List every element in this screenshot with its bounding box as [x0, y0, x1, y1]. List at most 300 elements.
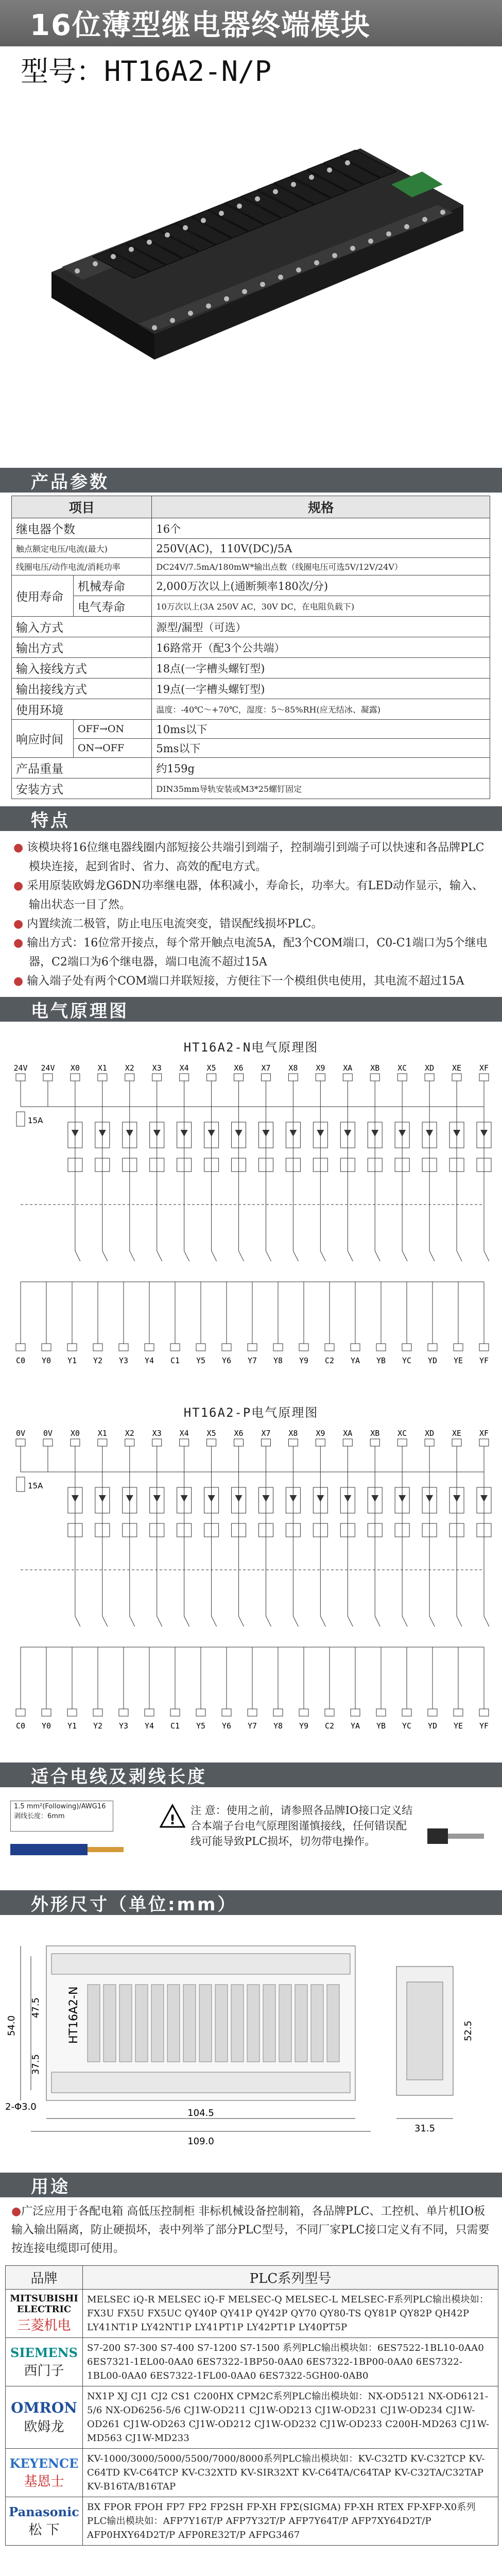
svg-text:!: ! — [169, 1812, 176, 1828]
param-item: 输入接线方式 — [12, 658, 152, 679]
diode-symbol — [426, 1495, 433, 1502]
terminal-label: Y6 — [221, 1356, 232, 1365]
plc-series: BX FPOR FPOH FP7 FP2 FP2SH FP-XH FPΣ(SIGMA) FP-XH RTEX FP-XFP-X0系列PLC输出模块如：AFP7Y16T/P AFP7Y32T/P AFP7Y64T/P AFP7XY64D2T/P AFP0HXY64D2T/P AFP0RE32T/P AFPG3467 — [83, 2497, 498, 2546]
param-spec: 16路常开（配3个公共端） — [152, 637, 490, 658]
title-banner — [0, 0, 502, 46]
terminal-label: C0 — [15, 1721, 26, 1731]
diode-symbol — [208, 1495, 215, 1502]
terminal-label: YF — [479, 1356, 489, 1365]
relay-contact — [348, 1616, 353, 1626]
section-dims: 外形尺寸（单位:mm） — [0, 1890, 502, 1915]
relay-outline — [215, 1985, 228, 2062]
terminal-label: Y3 — [118, 1721, 129, 1731]
terminal — [93, 1344, 102, 1351]
diode-symbol — [426, 1130, 433, 1137]
relay-contact — [402, 1616, 407, 1626]
terminal — [234, 1074, 244, 1081]
table-row — [12, 720, 490, 739]
param-item: 线圈电压/动作电流/消耗功率 — [12, 558, 152, 575]
terminal — [196, 1709, 205, 1716]
feature-item: ● 采用原装欧姆龙G6DN功率继电器，体积减小，寿命长，功率大。有LED动作显示，输入、输出状态一目了然。 — [13, 879, 483, 911]
param-item: 输入方式 — [12, 617, 152, 637]
param-item: 使用环境 — [12, 699, 152, 720]
brand-mitsubishi: MITSUBISHI ELECTRIC 三菱机电 — [6, 2290, 83, 2338]
terminal — [351, 1344, 360, 1351]
diode-symbol — [262, 1130, 269, 1137]
terminal-label: Y2 — [93, 1356, 103, 1365]
terminal — [454, 1709, 463, 1716]
wire-icon — [10, 1837, 129, 1862]
terminal-label: XE — [452, 1429, 462, 1438]
relay-contact — [102, 1616, 108, 1626]
terminal-label: C2 — [324, 1356, 335, 1365]
dimension-drawing — [0, 1915, 502, 2173]
terminal — [288, 1074, 298, 1081]
terminal-label: C1 — [170, 1721, 180, 1731]
terminal-label: XF — [479, 1063, 489, 1073]
plc-head-brand: 品牌 — [6, 2266, 83, 2290]
relay-outline — [88, 1985, 100, 2062]
terminal — [248, 1344, 257, 1351]
relay-contact — [239, 1616, 244, 1626]
relay-contact — [375, 1616, 380, 1626]
terminal-label: XD — [425, 1063, 435, 1073]
terminal-label: X4 — [179, 1063, 189, 1073]
diode-symbol — [99, 1130, 106, 1137]
terminal-label: YE — [453, 1356, 463, 1365]
terminal — [428, 1344, 437, 1351]
terminal — [43, 1439, 53, 1446]
relay-contact — [320, 1616, 325, 1626]
dimensions-section — [0, 1915, 502, 2173]
table-row — [12, 575, 490, 596]
relay-contact — [184, 1251, 189, 1261]
relay-outline — [199, 1985, 212, 2062]
table-row — [12, 596, 490, 617]
fuse-label: 15A — [28, 1481, 43, 1490]
terminal — [402, 1709, 411, 1716]
table-row — [6, 2497, 498, 2546]
relay-outline — [247, 1985, 259, 2062]
terminal — [479, 1439, 489, 1446]
diode-symbol — [480, 1130, 488, 1137]
terminal-label: YA — [350, 1721, 360, 1731]
diode-symbol — [453, 1495, 460, 1502]
terminal — [325, 1709, 334, 1716]
table-row — [12, 658, 490, 679]
terminal-label: X4 — [179, 1429, 189, 1438]
terminal-label: X2 — [125, 1063, 134, 1073]
terminal — [93, 1709, 102, 1716]
terminal — [119, 1709, 128, 1716]
terminal — [43, 1074, 53, 1081]
table-row — [6, 2338, 498, 2386]
terminal-label: X6 — [234, 1429, 244, 1438]
diode-symbol — [208, 1130, 215, 1137]
terminal-label: X0 — [70, 1429, 80, 1438]
board-label: HT16A2-N — [67, 1986, 80, 2044]
terminal — [299, 1344, 308, 1351]
diode-symbol — [399, 1130, 406, 1137]
terminal — [479, 1074, 489, 1081]
terminal-label: YD — [427, 1356, 438, 1365]
terminal-label: Y1 — [67, 1721, 77, 1731]
param-subitem: OFF→ON — [74, 720, 152, 739]
terminal — [343, 1074, 352, 1081]
terminal — [196, 1344, 205, 1351]
terminal-label: X9 — [316, 1429, 325, 1438]
terminal-label: Y1 — [67, 1356, 77, 1365]
feature-item: ● 该模块将16位继电器线圈内部短接公共端引到端子，控制端引到端子可以快速和各品牌PLC模块连接，起到省时、省力、高效的配电方式。 — [13, 841, 484, 873]
terminal — [261, 1074, 270, 1081]
relay-outline — [103, 1985, 116, 2062]
plc-series: S7-200 S7-300 S7-400 S7-1200 S7-1500 系列PLC输出模块如：6ES7522-1BL10-0AA0 6ES7321-1EL00-0AA0 6ES7322-1BP50-0AA0 6ES7322-1BP00-0AA0 6ES7322-1BL00-0AA0 6ES7322-1FL00-0AA0 6ES7322-5GH00-0AB0 — [83, 2338, 498, 2386]
schematic-n-diagram — [0, 1055, 502, 1385]
terminal — [119, 1344, 128, 1351]
relay-outline — [151, 1985, 164, 2062]
param-spec: 源型/漏型（可选） — [152, 617, 490, 637]
relay-contact — [266, 1251, 271, 1261]
terminal — [125, 1439, 134, 1446]
table-row — [12, 699, 490, 720]
terminal — [67, 1344, 77, 1351]
terminal — [71, 1074, 80, 1081]
param-spec: 约159g — [152, 758, 490, 778]
relay-outline — [135, 1985, 148, 2062]
param-item: 触点额定电压/电流(最大) — [12, 539, 152, 558]
plc-series: NX1P XJ CJ1 CJ2 CS1 C200HX CPM2C系列PLC输出模块如：NX-OD5121 NX-OD6121-5/6 NX-OD6256-5/6 CJ1W-OD211 CJ1W-OD213 CJ1W-OD231 CJ1W-OD234 CJ1W-OD261 CJ1W-OD263 CJ1W-OD212 CJ1W-OD232 CJ1W-OD233 C200H-MD263 CJ1W-MD563 CJ1W-MD233 — [83, 2386, 498, 2449]
diode-symbol — [371, 1130, 378, 1137]
schematic-n-title: HT16A2-N电气原理图 — [183, 1040, 319, 1055]
param-item: 使用寿命 — [12, 575, 74, 617]
param-spec: 18点(一字槽头螺钉型) — [152, 658, 490, 679]
terminal-label: C1 — [170, 1356, 180, 1365]
wire-spec: 1.5 mm²(Following)/AWG16 — [14, 1803, 106, 1810]
relay-contact — [348, 1251, 353, 1261]
terminal — [16, 1344, 25, 1351]
terminal — [425, 1439, 434, 1446]
param-spec: 19点(一字槽头螺钉型) — [152, 679, 490, 699]
wire-note: 注 意：使用之前，请参照各品牌IO接口定义结合本端子台电气原理图谨慎接线，任何错误配线可能导致PLC损坏，切勿带电操作。 — [191, 1804, 413, 1848]
feature-item: ● 输出方式：16位常开接点，每个常开触点电流5A，配3个COM端口，C0-C1端口为5个继电器，C2端口为6个继电器，端口电流不超过15A — [13, 937, 488, 969]
section-schematic: 电气原理图 — [0, 997, 502, 1022]
plc-series: MELSEC iQ-R MELSEC iQ-F MELSEC-Q MELSEC-L MELSEC-F系列PLC输出模块如：FX3U FX5U FX5UC QY40P QY41P QY42P QY70 QY80-TS QY81P QY82P QH42P LY41NT1P LY42NT1P LY41PT1P LY42PT1P LY40PT5P — [83, 2290, 498, 2338]
param-spec: 5ms以下 — [152, 739, 490, 758]
terminal-label: XA — [343, 1063, 353, 1073]
terminal — [351, 1709, 360, 1716]
terminal-label: Y4 — [144, 1356, 154, 1365]
terminal-label: 24V — [13, 1063, 28, 1073]
model-number: 型号：HT16A2-N/P — [21, 55, 272, 88]
terminal-label: X8 — [288, 1063, 298, 1073]
terminal-label: X1 — [97, 1063, 107, 1073]
param-spec: 温度：-40℃～+70℃，湿度：5～85%RH(应无结冰、凝露) — [152, 699, 490, 720]
relay-contact — [102, 1251, 108, 1261]
param-spec: 10ms以下 — [152, 720, 490, 739]
terminal-label: X9 — [316, 1063, 325, 1073]
terminal — [425, 1074, 434, 1081]
param-spec: 16个 — [152, 518, 490, 539]
table-row — [6, 2386, 498, 2449]
terminal — [402, 1344, 411, 1351]
table-row — [12, 558, 490, 575]
terminal — [273, 1709, 283, 1716]
table-row — [12, 758, 490, 778]
terminal-label: X7 — [261, 1063, 271, 1073]
relay-contact — [157, 1616, 162, 1626]
terminal-label: Y4 — [144, 1721, 154, 1731]
diode-symbol — [153, 1130, 161, 1137]
relay-contact — [429, 1251, 435, 1261]
table-row — [12, 679, 490, 699]
terminal-label: X2 — [125, 1429, 134, 1438]
terminal — [370, 1439, 379, 1446]
terminal — [397, 1074, 407, 1081]
relay-outline — [231, 1985, 244, 2062]
page-title: 16位薄型继电器终端模块 — [30, 9, 371, 42]
terminal — [479, 1344, 489, 1351]
features-list — [0, 831, 502, 997]
terminal-label: Y0 — [41, 1721, 51, 1731]
param-spec: DIN35mm导轨安装或M3*25螺钉固定 — [152, 778, 490, 799]
section-params: 产品参数 — [0, 468, 502, 493]
terminal-label: X6 — [234, 1063, 244, 1073]
relay-outline — [167, 1985, 180, 2062]
terminal-label: Y3 — [118, 1356, 129, 1365]
relay-contact — [457, 1616, 462, 1626]
relay-contact — [239, 1251, 244, 1261]
usage-text: ●广泛应用于各配电箱 高低压控制柜 非标机械设备控制箱，各品牌PLC、工控机、单片机IO板输入输出隔离，防止硬损坏，表中列举了部分PLC型号，不同厂家PLC接口定义有不同，只需要按连接电缆即可使用。 — [11, 2205, 490, 2255]
terminal-label: 0V — [43, 1429, 53, 1438]
terminal — [452, 1439, 461, 1446]
terminal — [145, 1709, 154, 1716]
warning-icon — [160, 1804, 185, 1829]
terminal — [325, 1344, 334, 1351]
param-subitem: 电气寿命 — [74, 596, 152, 617]
terminal — [67, 1709, 77, 1716]
terminal-label: X5 — [206, 1063, 216, 1073]
terminal — [180, 1074, 189, 1081]
terminal — [234, 1439, 244, 1446]
terminal-label: Y8 — [273, 1721, 283, 1731]
table-row — [12, 539, 490, 558]
product-image — [0, 92, 502, 468]
terminal-label: XE — [452, 1063, 462, 1073]
diode-symbol — [289, 1495, 297, 1502]
terminal-label: Y0 — [41, 1356, 51, 1365]
terminal — [248, 1709, 257, 1716]
diode-symbol — [181, 1130, 188, 1137]
relay-outline — [183, 1985, 196, 2062]
terminal — [397, 1439, 407, 1446]
terminal-label: Y5 — [196, 1721, 206, 1731]
screwdriver-icon — [422, 1803, 489, 1865]
terminal-label: Y9 — [299, 1721, 309, 1731]
terminal — [152, 1074, 162, 1081]
terminal-label: X5 — [206, 1429, 216, 1438]
terminal-label: XB — [370, 1063, 380, 1073]
relay-contact — [130, 1251, 135, 1261]
terminal-label: XF — [479, 1429, 489, 1438]
param-item: 安装方式 — [12, 778, 152, 799]
terminal — [479, 1709, 489, 1716]
dim-h3: 37.5 — [30, 2054, 41, 2075]
relay-outline — [263, 1985, 275, 2062]
relay-contact — [130, 1616, 135, 1626]
fuse-symbol — [16, 1112, 25, 1126]
terminal — [316, 1439, 325, 1446]
table-row — [12, 739, 490, 758]
diode-symbol — [235, 1130, 243, 1137]
terminal-label: X0 — [70, 1063, 80, 1073]
param-spec: 250V(AC)，110V(DC)/5A — [152, 539, 490, 558]
plc-table — [5, 2265, 498, 2546]
terminal-label: X7 — [261, 1429, 271, 1438]
terminal — [222, 1709, 231, 1716]
params-head-spec: 规格 — [152, 496, 490, 518]
terminal-label: YB — [376, 1721, 386, 1731]
plc-head-series: PLC系列型号 — [83, 2266, 498, 2290]
terminal — [71, 1439, 80, 1446]
terminal — [261, 1439, 270, 1446]
param-item: 响应时间 — [12, 720, 74, 758]
relay-contact — [293, 1251, 298, 1261]
brand-panasonic: Panasonic 松 下 — [6, 2497, 83, 2546]
dim-w2: 109.0 — [187, 2136, 214, 2147]
terminal-label: YB — [376, 1356, 386, 1365]
param-subitem: ON→OFF — [74, 739, 152, 758]
diode-symbol — [399, 1495, 406, 1502]
fuse-label: 15A — [28, 1116, 43, 1125]
diode-symbol — [126, 1495, 133, 1502]
terminal-label: YC — [402, 1356, 412, 1365]
relay-contact — [157, 1251, 162, 1261]
terminal — [152, 1439, 162, 1446]
terminal — [454, 1344, 463, 1351]
relay-contact — [266, 1616, 271, 1626]
wire-spec-box — [10, 1801, 113, 1832]
relay-contact — [75, 1616, 80, 1626]
terminal — [376, 1344, 386, 1351]
terminal — [316, 1074, 325, 1081]
diode-symbol — [317, 1495, 324, 1502]
terminal — [16, 1074, 25, 1081]
relay-contact — [184, 1616, 189, 1626]
terminal-label: YC — [402, 1721, 412, 1731]
terminal — [125, 1074, 134, 1081]
terminal — [98, 1074, 107, 1081]
diode-symbol — [344, 1495, 351, 1502]
feature-item: ● 内置续流二极管，防止电压电流突变，错误配线损坏PLC。 — [13, 918, 323, 930]
param-item: 继电器个数 — [12, 518, 152, 539]
diode-symbol — [453, 1130, 460, 1137]
brand-keyence: KEYENCE 基恩士 — [6, 2449, 83, 2497]
terminal — [207, 1439, 216, 1446]
terminal — [170, 1344, 180, 1351]
terminal-label: C0 — [15, 1356, 26, 1365]
terminal — [207, 1074, 216, 1081]
diode-symbol — [317, 1130, 324, 1137]
diode-symbol — [72, 1130, 79, 1137]
table-row — [12, 637, 490, 658]
diode-symbol — [181, 1495, 188, 1502]
terminal-label: XB — [370, 1429, 380, 1438]
terminal — [376, 1709, 386, 1716]
param-item: 产品重量 — [12, 758, 152, 778]
param-item: 输出方式 — [12, 637, 152, 658]
terminal — [16, 1709, 25, 1716]
relay-contact — [484, 1616, 489, 1626]
terminal-label: X3 — [152, 1063, 162, 1073]
terminal-label: XD — [425, 1429, 435, 1438]
table-row — [6, 2290, 498, 2338]
terminal — [180, 1439, 189, 1446]
terminal-label: Y6 — [221, 1721, 232, 1731]
dim-depth: 31.5 — [414, 2123, 436, 2134]
relay-contact — [212, 1616, 217, 1626]
terminal-label: C2 — [324, 1721, 335, 1731]
relay-outline — [327, 1985, 339, 2062]
terminal-label: YE — [453, 1721, 463, 1731]
terminal-label: Y9 — [299, 1356, 309, 1365]
terminal-label: 24V — [41, 1063, 55, 1073]
terminal-label: Y5 — [196, 1356, 206, 1365]
terminal — [343, 1439, 352, 1446]
terminal — [288, 1439, 298, 1446]
relay-contact — [429, 1616, 435, 1626]
dim-hole: 2-Φ3.0 — [5, 2102, 37, 2112]
relay-outline — [279, 1985, 291, 2062]
terminal — [42, 1709, 51, 1716]
params-head-item: 项目 — [12, 496, 152, 518]
relay-contact — [484, 1251, 489, 1261]
schematic-p-title: HT16A2-P电气原理图 — [183, 1405, 319, 1420]
terminal — [16, 1439, 25, 1446]
relay-outline — [119, 1985, 132, 2062]
relay-outline — [295, 1985, 307, 2062]
terminal-label: 0V — [15, 1429, 26, 1438]
relay-module-illustration — [31, 102, 474, 463]
terminal — [370, 1074, 379, 1081]
wire-section — [0, 1787, 502, 1890]
relay-outline — [311, 1985, 323, 2062]
relay-contact — [375, 1251, 380, 1261]
terminal-label: XC — [397, 1063, 407, 1073]
diode-symbol — [262, 1495, 269, 1502]
table-row — [12, 518, 490, 539]
terminal-label: XA — [343, 1429, 353, 1438]
diode-symbol — [153, 1495, 161, 1502]
section-usage: 用途 — [0, 2173, 502, 2197]
relay-contact — [457, 1251, 462, 1261]
terminal — [98, 1439, 107, 1446]
diode-symbol — [289, 1130, 297, 1137]
dim-h2: 47.5 — [30, 1997, 41, 2019]
diode-symbol — [480, 1495, 488, 1502]
diode-symbol — [126, 1130, 133, 1137]
table-row — [12, 617, 490, 637]
diode-symbol — [344, 1130, 351, 1137]
relay-contact — [293, 1616, 298, 1626]
diode-symbol — [99, 1495, 106, 1502]
diode-symbol — [371, 1495, 378, 1502]
dim-side-h: 52.5 — [463, 2020, 474, 2042]
terminal-label: YA — [350, 1356, 360, 1365]
terminal — [273, 1344, 283, 1351]
relay-contact — [75, 1251, 80, 1261]
diode-symbol — [72, 1495, 79, 1502]
param-spec: DC24V/7.5mA/180mW*输出点数（线圈电压可选5V/12V/24V） — [152, 558, 490, 575]
